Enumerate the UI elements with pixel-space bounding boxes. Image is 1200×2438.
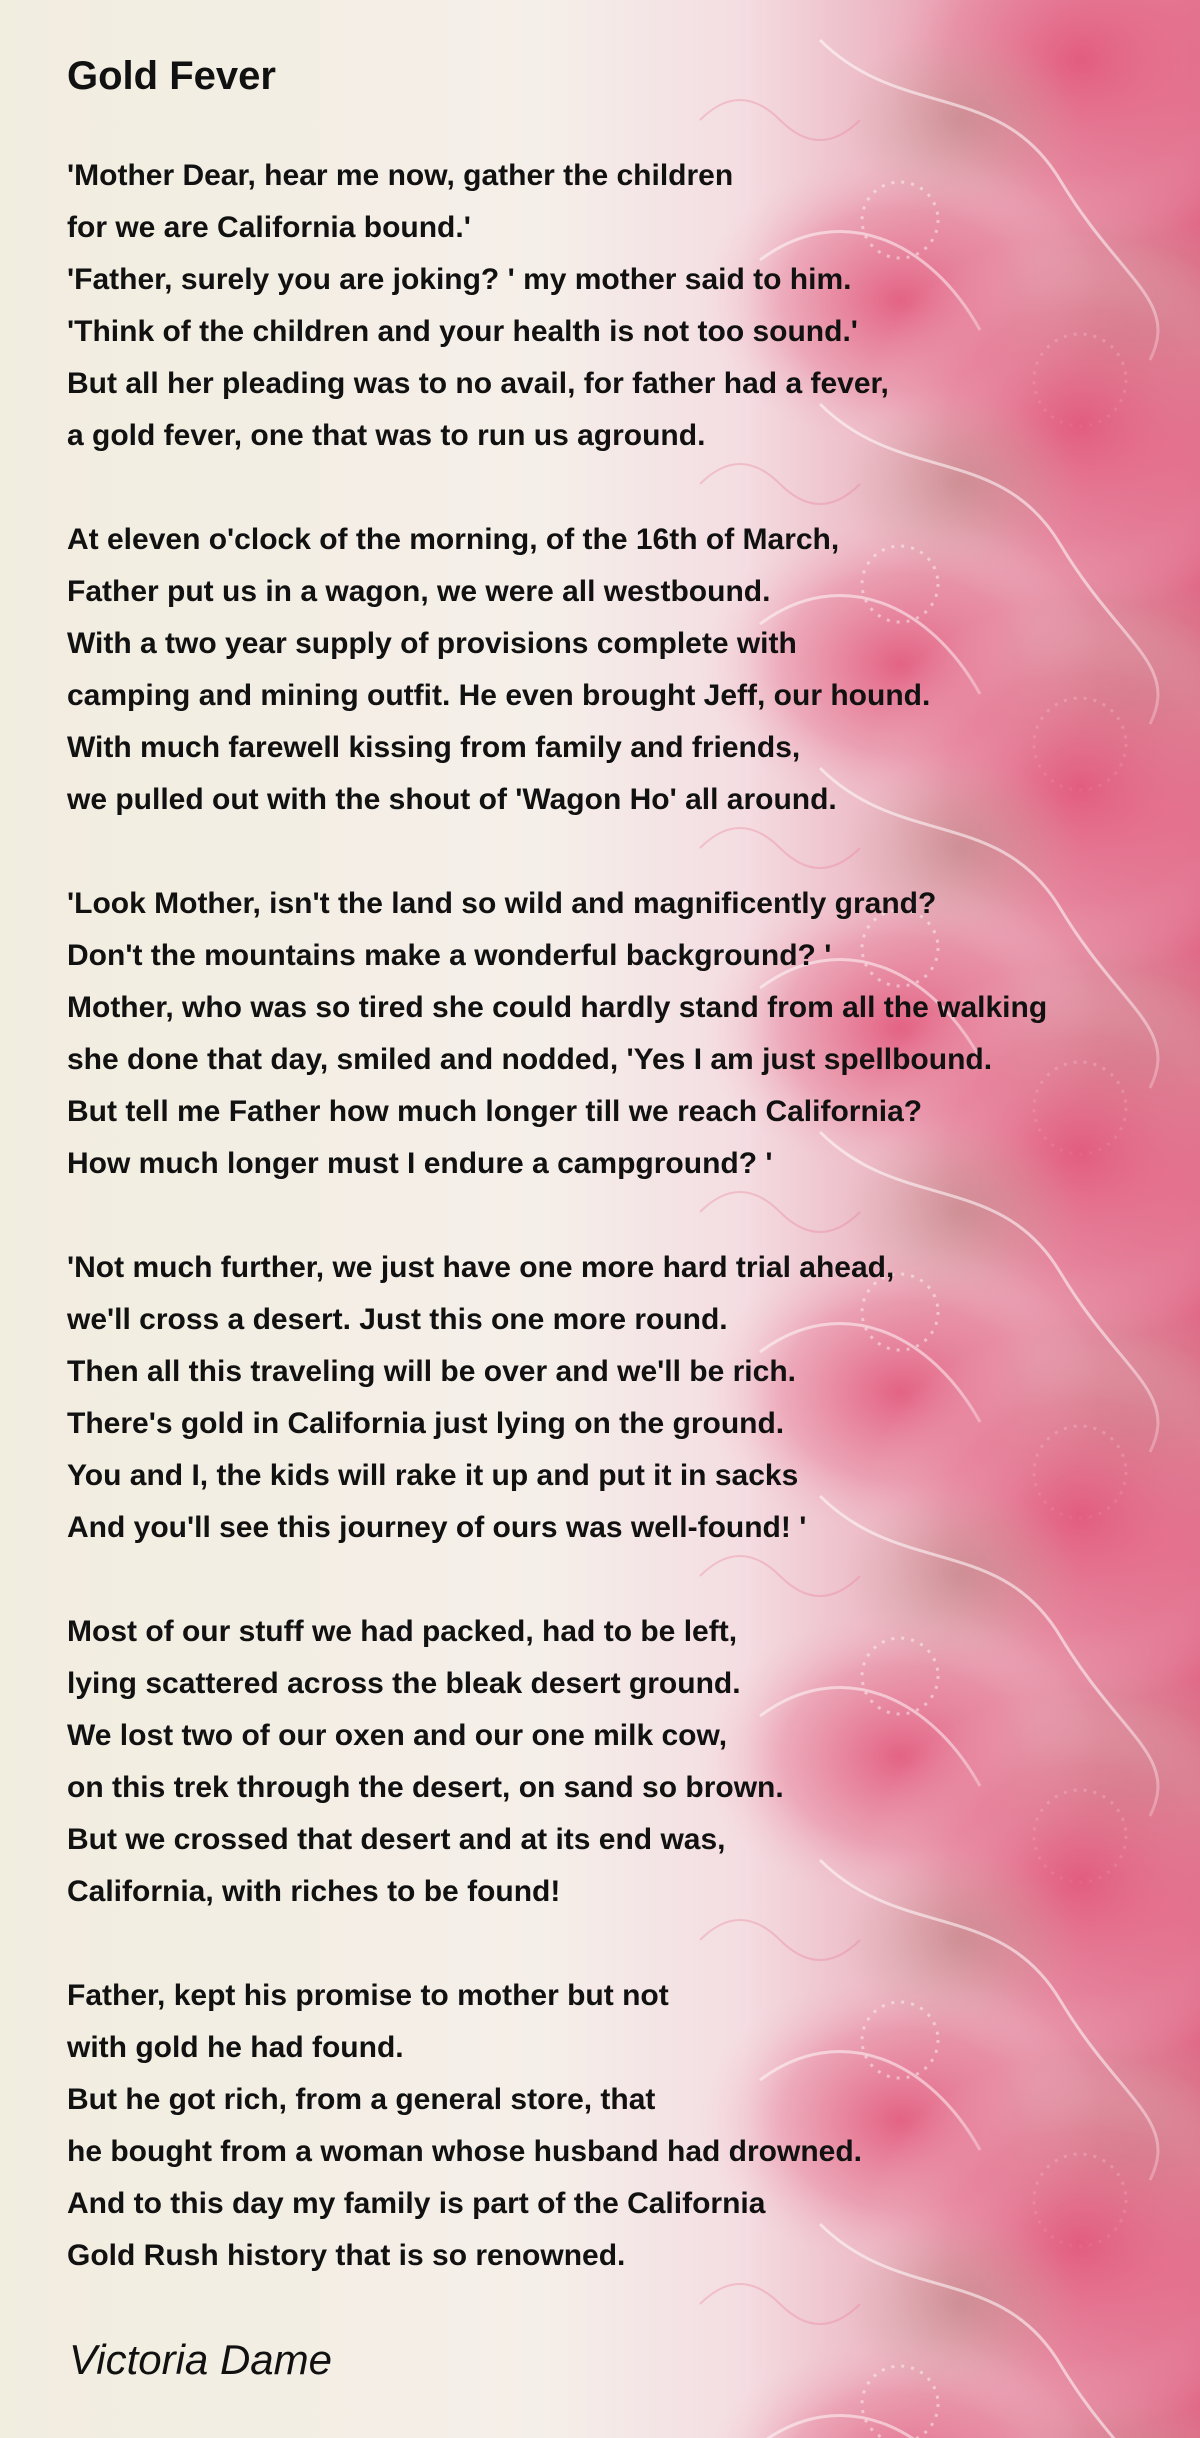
poem-line: Don't the mountains make a wonderful background? ' (67, 939, 832, 972)
poem-line: for we are California bound.' (67, 211, 471, 244)
poem-line: 'Father, surely you are joking? ' my mother said to him. (67, 263, 852, 296)
stanza (67, 1242, 1187, 1554)
poem-line: At eleven o'clock of the morning, of the 16th of March, (67, 523, 840, 556)
poem-line: Then all this traveling will be over and we'll be rich. (67, 1355, 796, 1388)
poem-line: with gold he had found. (67, 2031, 404, 2064)
poem-line: We lost two of our oxen and our one milk cow, (67, 1719, 728, 1752)
poem-line: And you'll see this journey of ours was well-found! ' (67, 1511, 807, 1544)
poem-line: on this trek through the desert, on sand so brown. (67, 1771, 784, 1804)
stanza (67, 878, 1187, 1190)
poem-line: she done that day, smiled and nodded, 'Yes I am just spellbound. (67, 1043, 993, 1076)
stanza (67, 1970, 1187, 2282)
poem-line: With much farewell kissing from family and friends, (67, 731, 801, 764)
poem-line: Father, kept his promise to mother but not (67, 1979, 669, 2012)
poem-line: With a two year supply of provisions complete with (67, 627, 797, 660)
poem-line: we'll cross a desert. Just this one more round. (67, 1303, 728, 1336)
poem-line: California, with riches to be found! (67, 1875, 561, 1908)
poem-line: Gold Rush history that is so renowned. (67, 2239, 626, 2272)
poem-line: 'Not much further, we just have one more hard trial ahead, (67, 1251, 895, 1284)
poem-line: a gold fever, one that was to run us aground. (67, 419, 706, 452)
poem-line: But he got rich, from a general store, that (67, 2083, 656, 2116)
poem-line: 'Mother Dear, hear me now, gather the children (67, 159, 734, 192)
stanza (67, 150, 1187, 462)
poem-line: And to this day my family is part of the California (67, 2187, 766, 2220)
poem-line: Father put us in a wagon, we were all westbound. (67, 575, 771, 608)
poem-line: 'Think of the children and your health is not too sound.' (67, 315, 858, 348)
poem-line: There's gold in California just lying on the ground. (67, 1407, 785, 1440)
stanza (67, 1606, 1187, 1918)
poem-line: But tell me Father how much longer till we reach California? (67, 1095, 923, 1128)
poem-line: But we crossed that desert and at its end was, (67, 1823, 726, 1856)
poem-line: we pulled out with the shout of 'Wagon Ho' all around. (67, 783, 837, 816)
stanza (67, 514, 1187, 826)
poem-line: You and I, the kids will rake it up and put it in sacks (67, 1459, 799, 1492)
poem-title: Gold Fever (67, 54, 276, 98)
poem-line: camping and mining outfit. He even brought Jeff, our hound. (67, 679, 931, 712)
poem-line: lying scattered across the bleak desert ground. (67, 1667, 741, 1700)
poem-author: Victoria Dame (69, 2336, 332, 2383)
poem-line: But all her pleading was to no avail, for father had a fever, (67, 367, 889, 400)
poem-line: Most of our stuff we had packed, had to be left, (67, 1615, 738, 1648)
poem-line: he bought from a woman whose husband had drowned. (67, 2135, 863, 2168)
poem-line: How much longer must I endure a campground? ' (67, 1147, 773, 1180)
poem-line: Mother, who was so tired she could hardly stand from all the walking (67, 991, 1048, 1024)
poem-line: 'Look Mother, isn't the land so wild and magnificently grand? (67, 887, 937, 920)
